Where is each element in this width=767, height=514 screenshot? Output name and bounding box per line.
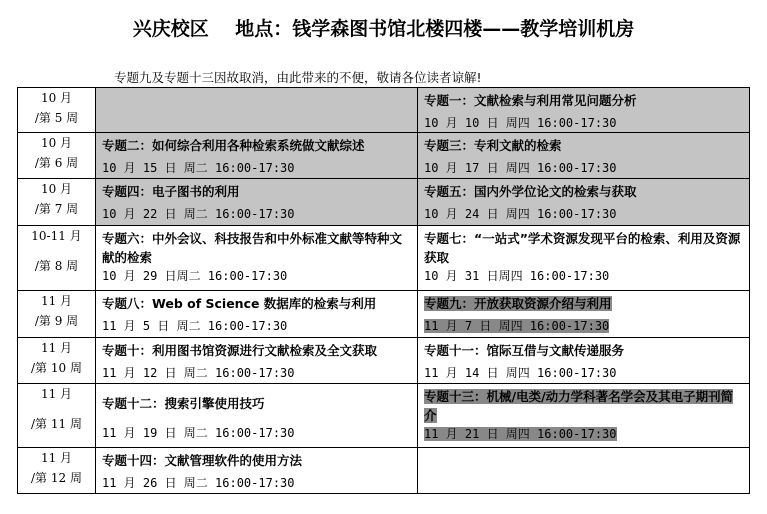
- week-cell: [18, 448, 96, 494]
- week-month: 11 月: [40, 451, 73, 465]
- session-cell: [96, 384, 418, 448]
- session-topic: 专题一：文献检索与利用常见问题分析: [424, 93, 637, 108]
- table-row: [18, 133, 750, 179]
- session-cell: [96, 448, 418, 494]
- session-topic: 专题六：中外会议、科技报告和中外标准文献等特种文献的检索: [102, 231, 403, 265]
- week-number: /第 5 周: [34, 111, 79, 125]
- week-month: 10-11 月: [31, 229, 82, 243]
- week-month: 10 月: [40, 91, 73, 105]
- session-cell: [96, 291, 418, 338]
- session-time: 10 月 15 日 周二 16:00-17:30: [102, 161, 295, 175]
- week-cell: [18, 226, 96, 291]
- table-row: [18, 448, 750, 494]
- table-row: [18, 338, 750, 384]
- week-number: /第 9 周: [34, 314, 79, 328]
- session-topic: 专题十一：馆际互借与文献传递服务: [424, 343, 625, 358]
- week-number: /第 6 周: [34, 156, 79, 170]
- week-cell: [18, 133, 96, 179]
- week-cell: [18, 179, 96, 226]
- session-time: 10 月 22 日 周二 16:00-17:30: [102, 207, 295, 221]
- cancellation-notice: 专题九及专题十三因故取消，由此带来的不便，敬请各位读者谅解!: [114, 70, 482, 85]
- session-time: 11 月 26 日 周二 16:00-17:30: [102, 476, 295, 490]
- session-cell: [96, 179, 418, 226]
- session-cell: [418, 179, 750, 226]
- session-time: 10 月 24 日 周四 16:00-17:30: [424, 207, 617, 221]
- table-row: [18, 179, 750, 226]
- table-row: [18, 291, 750, 338]
- week-month: 10 月: [40, 136, 73, 150]
- week-number: /第 10 周: [31, 361, 82, 375]
- session-time: 11 月 19 日 周二 16:00-17:30: [102, 426, 295, 440]
- table-row: [18, 88, 750, 133]
- session-topic: 专题十三：机械/电类/动力学科著名学会及其电子期刊简介: [424, 389, 734, 423]
- table-row: [18, 384, 750, 448]
- session-topic: 专题四：电子图书的利用: [102, 184, 240, 199]
- session-cell: [418, 88, 750, 133]
- week-month: 11 月: [40, 294, 73, 308]
- session-cell: [418, 338, 750, 384]
- session-cell-cancelled: [418, 291, 750, 338]
- week-number: /第 7 周: [34, 202, 79, 216]
- session-time: 11 月 5 日 周二 16:00-17:30: [102, 319, 288, 333]
- session-topic: 专题十：利用图书馆资源进行文献检索及全文获取: [102, 343, 378, 358]
- session-cell: [96, 226, 418, 291]
- session-time: 11 月 7 日 周四 16:00-17:30: [424, 319, 610, 333]
- week-month: 11 月: [40, 341, 73, 355]
- week-cell: [18, 88, 96, 133]
- week-month: 11 月: [40, 387, 73, 401]
- session-time: 10 月 29 日周二 16:00-17:30: [102, 269, 288, 283]
- session-cell: [418, 133, 750, 179]
- session-time: 10 月 10 日 周四 16:00-17:30: [424, 116, 617, 130]
- session-topic: 专题五：国内外学位论文的检索与获取: [424, 184, 637, 199]
- week-cell: [18, 338, 96, 384]
- session-topic: 专题八：Web of Science 数据库的检索与利用: [102, 296, 377, 311]
- session-topic: 专题三：专利文献的检索: [424, 138, 562, 153]
- session-topic: 专题二：如何综合利用各种检索系统做文献综述: [102, 138, 365, 153]
- session-cell: [418, 226, 750, 291]
- page-title: 兴庆校区 地点：钱学森图书馆北楼四楼——教学培训机房: [132, 18, 635, 40]
- session-topic: 专题十二：搜索引擎使用技巧: [102, 396, 265, 411]
- session-cell-empty: [418, 448, 750, 494]
- session-cell-cancelled: [418, 384, 750, 448]
- week-cell: [18, 291, 96, 338]
- table-row: [18, 226, 750, 291]
- session-time: 11 月 14 日 周四 16:00-17:30: [424, 366, 617, 380]
- session-time: 11 月 21 日 周四 16:00-17:30: [424, 427, 617, 441]
- session-cell-empty: [96, 88, 418, 133]
- session-time: 10 月 17 日 周四 16:00-17:30: [424, 161, 617, 175]
- session-topic: 专题十四：文献管理软件的使用方法: [102, 453, 303, 468]
- week-month: 10 月: [40, 182, 73, 196]
- schedule-table: [17, 87, 750, 494]
- session-time: 10 月 31 日周四 16:00-17:30: [424, 269, 610, 283]
- week-number: /第 12 周: [31, 471, 82, 485]
- session-cell: [96, 133, 418, 179]
- week-cell: [18, 384, 96, 448]
- session-topic: 专题七：“一站式”学术资源发现平台的检索、利用及资源获取: [424, 231, 741, 265]
- week-number: /第 11 周: [31, 417, 82, 431]
- week-number: /第 8 周: [34, 259, 79, 273]
- session-topic: 专题九：开放获取资源介绍与利用: [424, 296, 612, 311]
- session-cell: [96, 338, 418, 384]
- session-time: 11 月 12 日 周二 16:00-17:30: [102, 366, 295, 380]
